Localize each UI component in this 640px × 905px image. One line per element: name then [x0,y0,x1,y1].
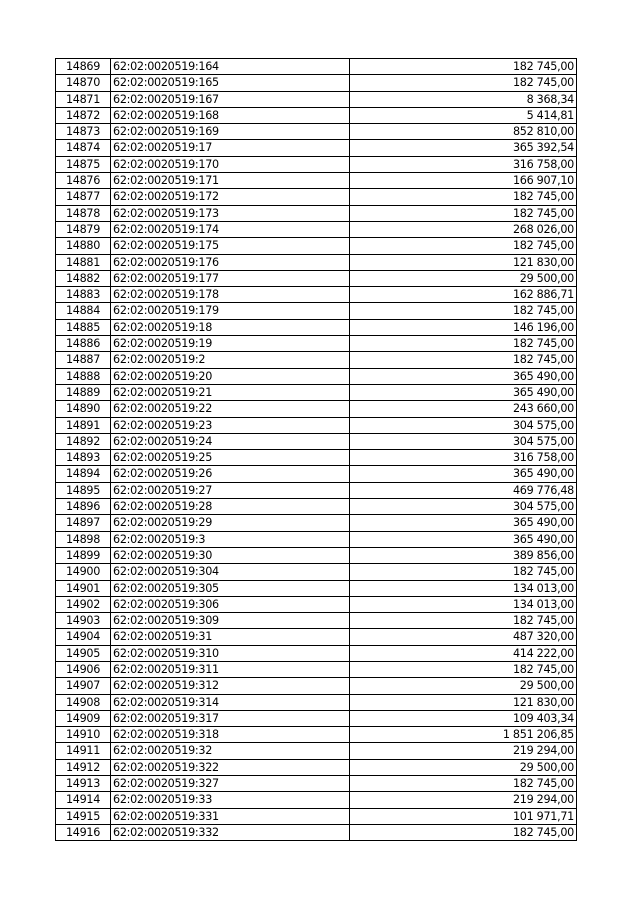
table-row [56,580,577,596]
cadastral-value: 182 745,00 [350,336,577,352]
cadastral-value: 268 026,00 [350,221,577,237]
table-row [56,303,577,319]
cadastral-value: 182 745,00 [350,75,577,91]
cadastral-number: 62:02:0020519:33 [111,792,350,808]
row-number: 14902 [56,596,111,612]
cadastral-value: 365 392,54 [350,140,577,156]
row-number: 14909 [56,710,111,726]
table-row [56,564,577,580]
row-number: 14896 [56,499,111,515]
cadastral-number: 62:02:0020519:169 [111,124,350,140]
table-row [56,710,577,726]
row-number: 14903 [56,613,111,629]
row-number: 14872 [56,107,111,123]
cadastral-value: 316 758,00 [350,450,577,466]
cadastral-value: 5 414,81 [350,107,577,123]
row-number: 14876 [56,173,111,189]
cadastral-number: 62:02:0020519:314 [111,694,350,710]
cadastral-value: 29 500,00 [350,270,577,286]
row-number: 14914 [56,792,111,808]
cadastral-number: 62:02:0020519:171 [111,173,350,189]
table-row [56,401,577,417]
cadastral-number: 62:02:0020519:3 [111,531,350,547]
cadastral-number: 62:02:0020519:311 [111,661,350,677]
cadastral-value: 182 745,00 [350,59,577,75]
cadastral-number: 62:02:0020519:26 [111,466,350,482]
row-number: 14888 [56,368,111,384]
row-number: 14898 [56,531,111,547]
table-row [56,417,577,433]
row-number: 14907 [56,678,111,694]
row-number: 14900 [56,564,111,580]
cadastral-value: 365 490,00 [350,384,577,400]
table-row [56,336,577,352]
cadastral-number: 62:02:0020519:174 [111,221,350,237]
cadastral-number: 62:02:0020519:310 [111,645,350,661]
cadastral-number: 62:02:0020519:306 [111,596,350,612]
row-number: 14886 [56,336,111,352]
table-row [56,466,577,482]
cadastral-value: 365 490,00 [350,466,577,482]
cadastral-value: 121 830,00 [350,254,577,270]
cadastral-number: 62:02:0020519:27 [111,482,350,498]
cadastral-value: 1 851 206,85 [350,727,577,743]
table-row [56,759,577,775]
cadastral-value: 134 013,00 [350,596,577,612]
table-row [56,287,577,303]
cadastral-value-table [55,58,577,841]
row-number: 14874 [56,140,111,156]
cadastral-number: 62:02:0020519:24 [111,433,350,449]
cadastral-number: 62:02:0020519:317 [111,710,350,726]
cadastral-value: 182 745,00 [350,238,577,254]
cadastral-number: 62:02:0020519:22 [111,401,350,417]
cadastral-number: 62:02:0020519:322 [111,759,350,775]
cadastral-value: 316 758,00 [350,156,577,172]
cadastral-number: 62:02:0020519:318 [111,727,350,743]
row-number: 14906 [56,661,111,677]
cadastral-number: 62:02:0020519:17 [111,140,350,156]
table-row [56,173,577,189]
cadastral-number: 62:02:0020519:312 [111,678,350,694]
table-row [56,450,577,466]
cadastral-number: 62:02:0020519:18 [111,319,350,335]
cadastral-number: 62:02:0020519:23 [111,417,350,433]
cadastral-value: 852 810,00 [350,124,577,140]
row-number: 14889 [56,384,111,400]
table-row [56,661,577,677]
row-number: 14881 [56,254,111,270]
row-number: 14895 [56,482,111,498]
table-row [56,482,577,498]
cadastral-number: 62:02:0020519:327 [111,776,350,792]
cadastral-number: 62:02:0020519:304 [111,564,350,580]
cadastral-value: 134 013,00 [350,580,577,596]
row-number: 14905 [56,645,111,661]
table-row [56,75,577,91]
cadastral-number: 62:02:0020519:20 [111,368,350,384]
row-number: 14877 [56,189,111,205]
table-row [56,91,577,107]
cadastral-value: 121 830,00 [350,694,577,710]
row-number: 14891 [56,417,111,433]
cadastral-value: 29 500,00 [350,759,577,775]
row-number: 14873 [56,124,111,140]
row-number: 14912 [56,759,111,775]
cadastral-number: 62:02:0020519:25 [111,450,350,466]
table-row [56,645,577,661]
table-row [56,808,577,824]
table-row [56,499,577,515]
row-number: 14916 [56,824,111,840]
row-number: 14882 [56,270,111,286]
cadastral-number: 62:02:0020519:167 [111,91,350,107]
cadastral-number: 62:02:0020519:179 [111,303,350,319]
row-number: 14884 [56,303,111,319]
cadastral-value: 304 575,00 [350,499,577,515]
cadastral-number: 62:02:0020519:2 [111,352,350,368]
cadastral-value: 182 745,00 [350,352,577,368]
row-number: 14885 [56,319,111,335]
table-row [56,824,577,840]
cadastral-number: 62:02:0020519:177 [111,270,350,286]
row-number: 14897 [56,515,111,531]
table-row [56,140,577,156]
cadastral-value: 182 745,00 [350,776,577,792]
table-row [56,59,577,75]
cadastral-number: 62:02:0020519:29 [111,515,350,531]
cadastral-value: 365 490,00 [350,368,577,384]
cadastral-value: 365 490,00 [350,531,577,547]
cadastral-value: 469 776,48 [350,482,577,498]
table-row [56,613,577,629]
cadastral-value: 365 490,00 [350,515,577,531]
cadastral-number: 62:02:0020519:31 [111,629,350,645]
cadastral-value: 182 745,00 [350,303,577,319]
cadastral-number: 62:02:0020519:164 [111,59,350,75]
cadastral-value: 414 222,00 [350,645,577,661]
row-number: 14892 [56,433,111,449]
cadastral-number: 62:02:0020519:178 [111,287,350,303]
cadastral-number: 62:02:0020519:175 [111,238,350,254]
row-number: 14894 [56,466,111,482]
cadastral-value: 182 745,00 [350,189,577,205]
cadastral-number: 62:02:0020519:170 [111,156,350,172]
cadastral-number: 62:02:0020519:32 [111,743,350,759]
cadastral-number: 62:02:0020519:305 [111,580,350,596]
cadastral-value: 182 745,00 [350,824,577,840]
table-row [56,352,577,368]
table-row [56,694,577,710]
cadastral-value: 182 745,00 [350,564,577,580]
cadastral-number: 62:02:0020519:332 [111,824,350,840]
cadastral-value: 8 368,34 [350,91,577,107]
table-row [56,792,577,808]
table-row [56,319,577,335]
row-number: 14904 [56,629,111,645]
row-number: 14871 [56,91,111,107]
row-number: 14911 [56,743,111,759]
table-row [56,531,577,547]
table-row [56,678,577,694]
cadastral-number: 62:02:0020519:309 [111,613,350,629]
table-row [56,368,577,384]
row-number: 14890 [56,401,111,417]
table-row [56,776,577,792]
row-number: 14883 [56,287,111,303]
table-row [56,433,577,449]
row-number: 14913 [56,776,111,792]
cadastral-value: 304 575,00 [350,433,577,449]
cadastral-number: 62:02:0020519:172 [111,189,350,205]
cadastral-number: 62:02:0020519:173 [111,205,350,221]
table-row [56,156,577,172]
cadastral-number: 62:02:0020519:331 [111,808,350,824]
table-row [56,124,577,140]
table-row [56,254,577,270]
row-number: 14910 [56,727,111,743]
row-number: 14908 [56,694,111,710]
cadastral-number: 62:02:0020519:165 [111,75,350,91]
row-number: 14879 [56,221,111,237]
cadastral-value: 243 660,00 [350,401,577,417]
table-body [56,59,577,841]
table-row [56,629,577,645]
row-number: 14875 [56,156,111,172]
cadastral-number: 62:02:0020519:168 [111,107,350,123]
row-number: 14901 [56,580,111,596]
cadastral-number: 62:02:0020519:21 [111,384,350,400]
table-row [56,107,577,123]
table-row [56,384,577,400]
row-number: 14870 [56,75,111,91]
table-row [56,189,577,205]
cadastral-value: 304 575,00 [350,417,577,433]
table-row [56,547,577,563]
table-row [56,205,577,221]
cadastral-number: 62:02:0020519:176 [111,254,350,270]
cadastral-value: 487 320,00 [350,629,577,645]
table-row [56,238,577,254]
table-row [56,221,577,237]
cadastral-value: 162 886,71 [350,287,577,303]
row-number: 14899 [56,547,111,563]
row-number: 14893 [56,450,111,466]
cadastral-value: 29 500,00 [350,678,577,694]
cadastral-value: 101 971,71 [350,808,577,824]
cadastral-number: 62:02:0020519:28 [111,499,350,515]
cadastral-value: 109 403,34 [350,710,577,726]
cadastral-value: 166 907,10 [350,173,577,189]
table-row [56,515,577,531]
row-number: 14878 [56,205,111,221]
cadastral-number: 62:02:0020519:19 [111,336,350,352]
row-number: 14915 [56,808,111,824]
cadastral-value: 182 745,00 [350,613,577,629]
cadastral-value: 219 294,00 [350,792,577,808]
cadastral-number: 62:02:0020519:30 [111,547,350,563]
cadastral-value: 389 856,00 [350,547,577,563]
row-number: 14887 [56,352,111,368]
table-row [56,743,577,759]
cadastral-value: 219 294,00 [350,743,577,759]
table-row [56,270,577,286]
table-row [56,596,577,612]
cadastral-value: 182 745,00 [350,205,577,221]
cadastral-value: 182 745,00 [350,661,577,677]
row-number: 14880 [56,238,111,254]
row-number: 14869 [56,59,111,75]
cadastral-value: 146 196,00 [350,319,577,335]
table-row [56,727,577,743]
